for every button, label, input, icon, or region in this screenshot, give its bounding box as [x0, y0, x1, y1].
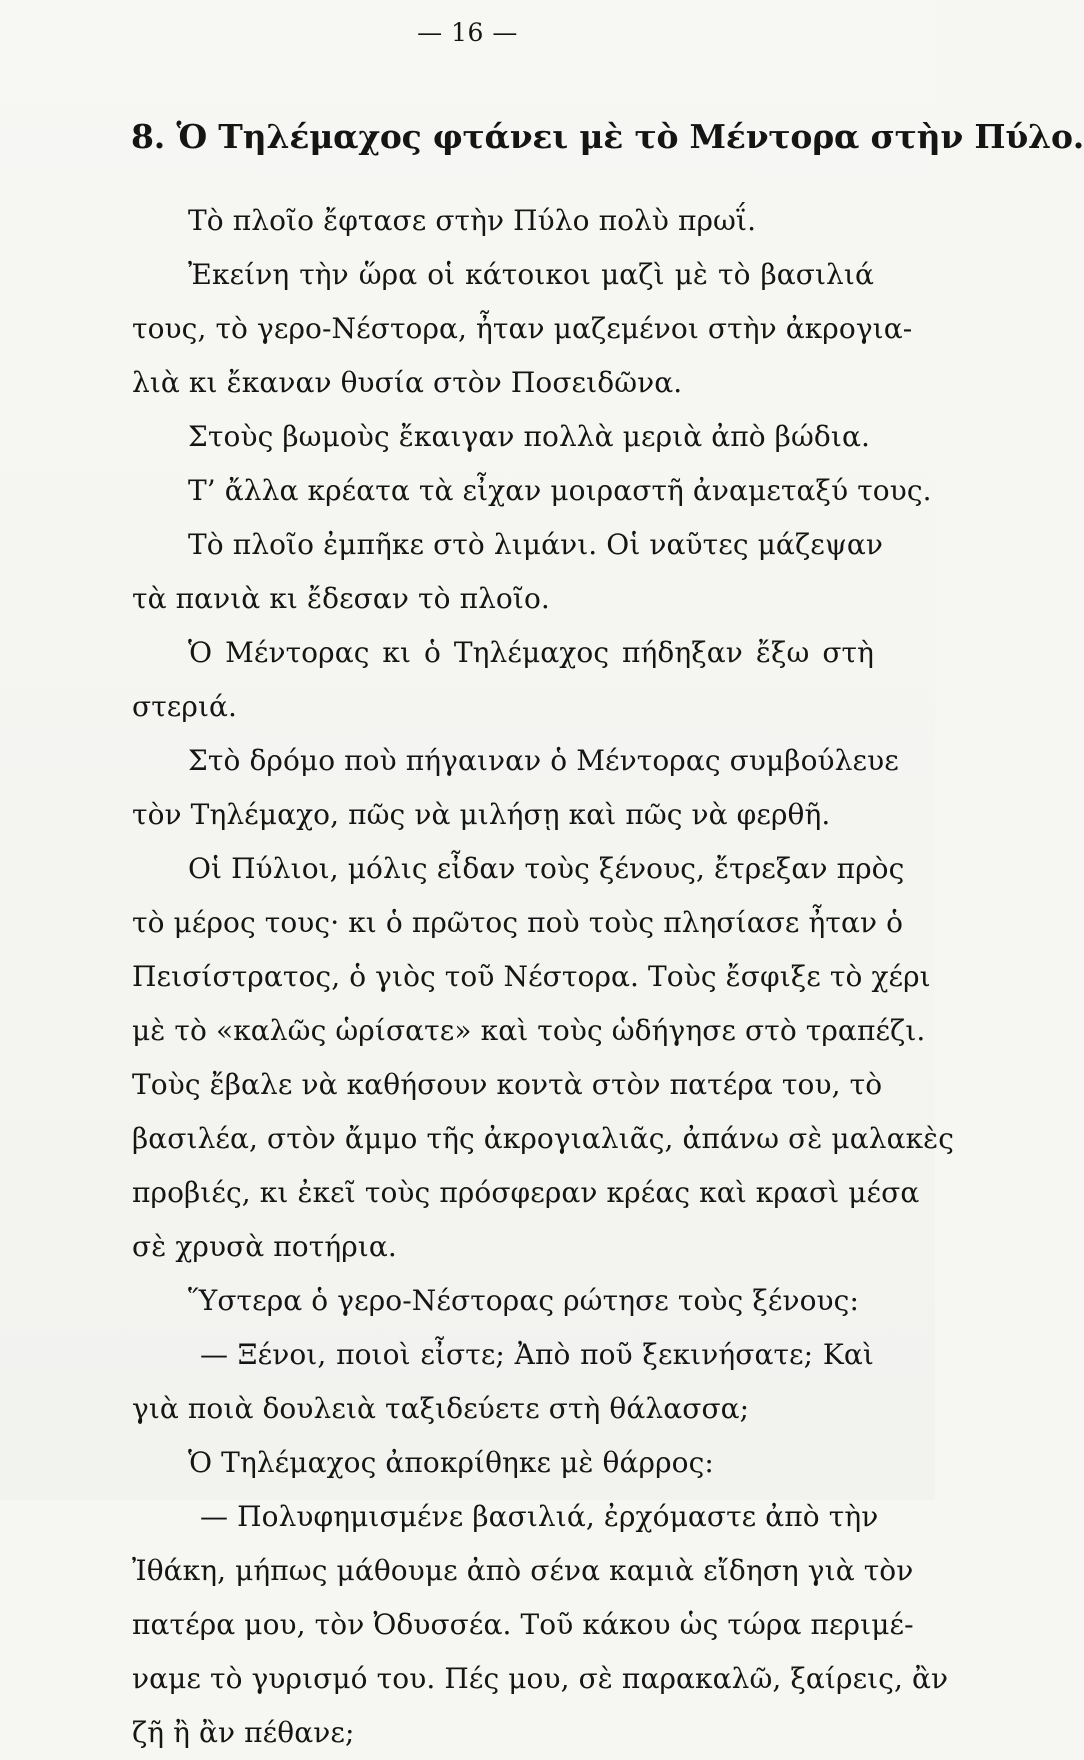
dialogue-line: — Ξένοι, ποιοὶ εἶστε; Ἀπὸ ποῦ ξεκινήσατε; Καὶ [200, 1338, 874, 1371]
text-line: Τοὺς ἔβαλε νὰ καθήσουν κοντὰ στὸν πατέρα του, τὸ [132, 1068, 883, 1101]
text-line: μὲ τὸ «καλῶς ὡρίσατε» καὶ τοὺς ὡδήγησε στὸ τραπέζι. [132, 1014, 926, 1047]
body-text [132, 194, 955, 1760]
text-line: Πεισίστρατος, ὁ γιὸς τοῦ Νέστορα. Τοὺς ἔσφιξε τὸ χέρι [132, 960, 931, 993]
text-line: Ὁ Τηλέμαχος ἀποκρίθηκε μὲ θάρρος: [188, 1446, 714, 1479]
text-line: Ὕστερα ὁ γερο-Νέστορας ρώτησε τοὺς ξένους: [188, 1284, 859, 1317]
text-line: στεριά. [132, 690, 238, 723]
text-line: τὸ μέρος τους· κι ὁ πρῶτος ποὺ τοὺς πλησίασε ἦταν ὁ [132, 906, 904, 939]
text-line: τους, τὸ γερο-Νέστορα, ἦταν μαζεμένοι στὴν ἀκρογια- [132, 312, 913, 345]
text-line: τὸν Τηλέμαχο, πῶς νὰ μιλήσῃ καὶ πῶς νὰ φερθῆ. [132, 798, 831, 831]
text-line: Στὸ δρόμο ποὺ πήγαιναν ὁ Μέντορας συμβούλευε [188, 744, 899, 777]
text-line: προβιές, κι ἐκεῖ τοὺς πρόσφεραν κρέας καὶ κρασὶ μέσα [132, 1176, 920, 1209]
chapter-title: 8. Ὁ Τηλέμαχος φτάνει μὲ τὸ Μέντορα στὴν Πύλο. [131, 117, 1084, 156]
text-line: λιὰ κι ἔκαναν θυσία στὸν Ποσειδῶνα. [132, 366, 683, 399]
text-line: Οἱ Πύλιοι, μόλις εἶδαν τοὺς ξένους, ἔτρεξαν πρὸς [188, 852, 905, 885]
text-line: γιὰ ποιὰ δουλειὰ ταξιδεύετε στὴ θάλασσα; [132, 1392, 750, 1425]
text-line: Ἐκείνη τὴν ὥρα οἱ κάτοικοι μαζὶ μὲ τὸ βασιλιά [188, 258, 874, 291]
text-line: ζῆ ἢ ἂν πέθανε; [132, 1716, 355, 1749]
text-line: ναμε τὸ γυρισμό του. Πές μου, σὲ παρακαλῶ, ξαίρεις, ἂν [132, 1662, 949, 1695]
page-number: — 16 — [417, 18, 518, 47]
dialogue-line: — Πολυφημισμένε βασιλιά, ἐρχόμαστε ἀπὸ τὴν [200, 1500, 879, 1533]
text-line: τὰ πανιὰ κι ἔδεσαν τὸ πλοῖο. [132, 582, 550, 615]
text-line: Τὸ πλοῖο ἐμπῆκε στὸ λιμάνι. Οἱ ναῦτες μάζεψαν [188, 528, 884, 561]
text-line: σὲ χρυσὰ ποτήρια. [132, 1230, 397, 1263]
text-line: βασιλέα, στὸν ἄμμο τῆς ἀκρογιαλιᾶς, ἀπάνω σὲ μαλακὲς [132, 1122, 955, 1155]
text-line: Ὁ Μέντορας κι ὁ Τηλέμαχος πήδηξαν ἔξω στὴ [188, 636, 874, 669]
text-line: Στοὺς βωμοὺς ἔκαιγαν πολλὰ μεριὰ ἀπὸ βώδια. [188, 420, 870, 453]
text-line: Τ’ ἄλλα κρέατα τὰ εἶχαν μοιραστῆ ἀναμεταξύ τους. [188, 474, 932, 507]
text-line: πατέρα μου, τὸν Ὀδυσσέα. Τοῦ κάκου ὡς τώρα περιμέ- [132, 1608, 914, 1641]
text-line: Ἰθάκη, μήπως μάθουμε ἀπὸ σένα καμιὰ εἴδηση γιὰ τὸν [132, 1554, 914, 1587]
text-line: Τὸ πλοῖο ἔφτασε στὴν Πύλο πολὺ πρωΐ. [188, 204, 757, 237]
